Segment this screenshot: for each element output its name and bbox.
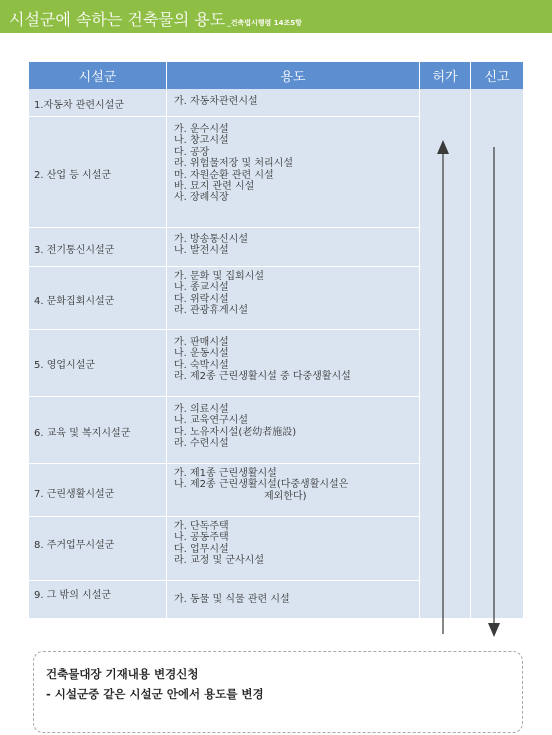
col-header-use: 용도 bbox=[167, 62, 419, 89]
row-divider bbox=[29, 227, 419, 228]
column-divider bbox=[470, 62, 471, 618]
use-item: 다. 노유자시설(老幼者施設) bbox=[174, 426, 297, 438]
group-label: 5. 영업시설군 bbox=[34, 360, 96, 371]
note-box bbox=[33, 651, 523, 733]
use-item: 가. 자동차관련시설 bbox=[174, 96, 258, 107]
facility-group-table bbox=[29, 62, 523, 618]
use-item: 나. 교육연구시설 bbox=[174, 415, 248, 427]
col-header-permit: 허가 bbox=[420, 62, 470, 89]
use-list bbox=[174, 594, 290, 605]
use-item: 마. 자원순환 관련 시설 bbox=[174, 169, 274, 181]
law-reference: _건축법시행령 14조5항 bbox=[227, 19, 302, 27]
title-banner bbox=[0, 0, 552, 33]
use-item: 제외한다) bbox=[264, 490, 307, 502]
use-list bbox=[174, 468, 348, 502]
use-list bbox=[174, 96, 258, 107]
use-item: 나. 종교시설 bbox=[174, 282, 229, 294]
use-list bbox=[174, 271, 264, 317]
use-item: 사. 장례식장 bbox=[174, 192, 229, 204]
page-title bbox=[9, 7, 302, 30]
use-item: 라. 관광휴게시설 bbox=[174, 305, 248, 317]
note-title: 건축물대장 기재내용 변경신청 bbox=[46, 667, 199, 681]
use-item: 나. 공동주택 bbox=[174, 532, 229, 544]
group-label: 2. 산업 등 시설군 bbox=[34, 170, 112, 181]
use-item: 가. 판매시설 bbox=[174, 337, 229, 348]
use-item: 가. 운수시설 bbox=[174, 124, 229, 135]
row-divider bbox=[29, 266, 419, 267]
use-item: 가. 단독주택 bbox=[174, 521, 229, 532]
use-item: 다. 업무시설 bbox=[174, 543, 229, 555]
down-arrow-icon bbox=[484, 147, 504, 639]
use-item: 나. 제2종 근린생활시설(다중생활시설은 bbox=[174, 479, 349, 491]
group-label: 6. 교육 및 복지시설군 bbox=[34, 428, 131, 439]
use-item: 다. 공장 bbox=[174, 146, 210, 158]
row-divider bbox=[29, 463, 419, 464]
up-arrow-icon bbox=[433, 138, 453, 638]
row-divider bbox=[29, 116, 419, 117]
use-item: 가. 방송통신시설 bbox=[174, 234, 248, 245]
use-item: 라. 교정 및 군사시설 bbox=[174, 555, 264, 567]
col-header-group: 시설군 bbox=[29, 62, 166, 89]
group-label: 4. 문화집회시설군 bbox=[34, 296, 115, 307]
use-item: 나. 운동시설 bbox=[174, 348, 229, 360]
use-list bbox=[174, 404, 296, 450]
row-divider bbox=[29, 580, 419, 581]
use-item: 나. 발전시설 bbox=[174, 245, 229, 257]
column-divider bbox=[419, 62, 420, 618]
use-item: 바. 묘지 관련 시설 bbox=[174, 181, 255, 193]
use-item: 나. 창고시설 bbox=[174, 135, 229, 147]
group-label: 8. 주거업무시설군 bbox=[34, 540, 115, 551]
title-text: 시설군에 속하는 건축물의 용도 bbox=[9, 10, 226, 29]
note-description: - 시설군중 같은 시설군 안에서 용도를 변경 bbox=[46, 687, 264, 701]
use-list bbox=[174, 337, 351, 383]
group-label: 7. 근린생활시설군 bbox=[34, 489, 115, 500]
use-item: 가. 동물 및 식물 관련 시설 bbox=[174, 594, 290, 605]
use-list bbox=[174, 521, 264, 567]
group-label: 1.자동차 관련시설군 bbox=[34, 100, 124, 111]
row-divider bbox=[29, 396, 419, 397]
use-item: 라. 제2종 근린생활시설 중 다중생활시설 bbox=[174, 371, 351, 383]
group-label: 3. 전기통신시설군 bbox=[34, 245, 115, 256]
use-item: 다. 위락시설 bbox=[174, 293, 229, 305]
row-divider bbox=[29, 329, 419, 330]
row-divider bbox=[29, 516, 419, 517]
use-list bbox=[174, 124, 293, 204]
use-item: 라. 수련시설 bbox=[174, 438, 229, 450]
use-item: 가. 제1종 근린생활시설 bbox=[174, 468, 277, 479]
use-list bbox=[174, 234, 248, 257]
col-header-report: 신고 bbox=[471, 62, 523, 89]
column-divider bbox=[166, 62, 167, 618]
use-item: 다. 숙박시설 bbox=[174, 359, 229, 371]
use-item: 가. 의료시설 bbox=[174, 404, 229, 415]
use-item: 라. 위험물저장 및 처리시설 bbox=[174, 158, 293, 170]
group-label: 9. 그 밖의 시설군 bbox=[34, 590, 112, 601]
use-item: 가. 문화 및 집회시설 bbox=[174, 271, 264, 282]
